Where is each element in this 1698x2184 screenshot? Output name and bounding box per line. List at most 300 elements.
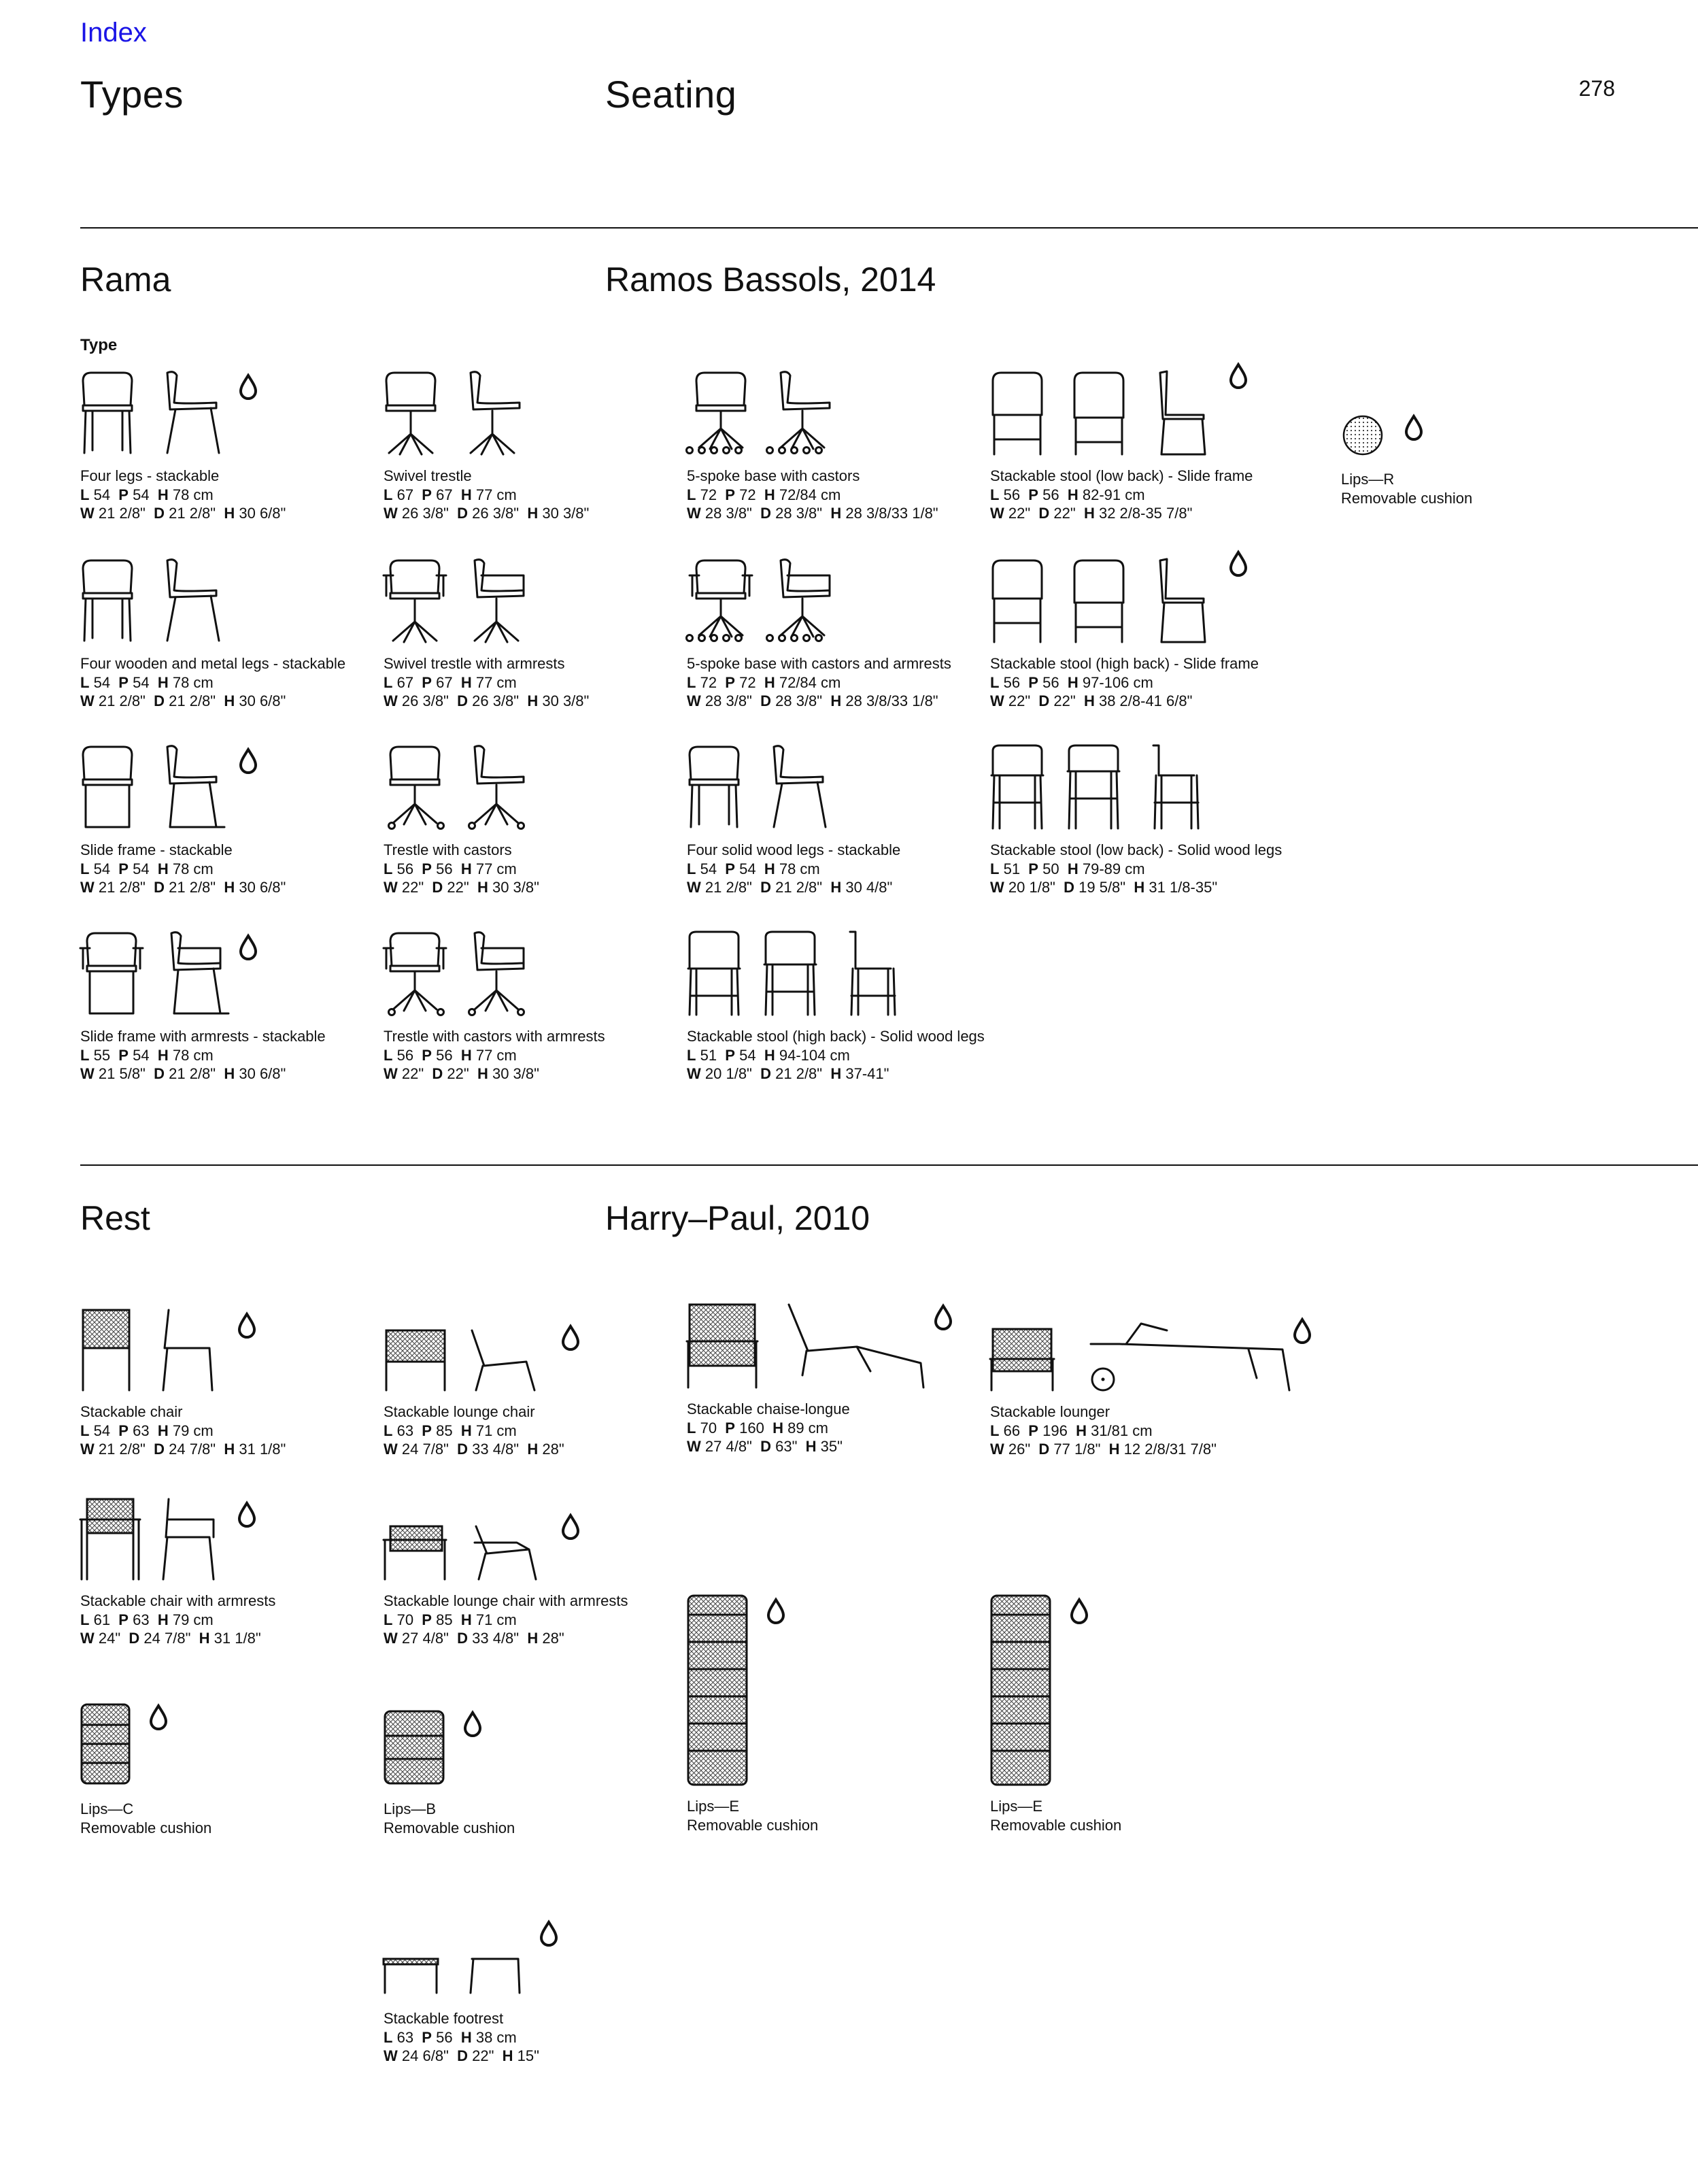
dim-value: 31 1/8" <box>214 1630 261 1647</box>
dim-value: 56 <box>436 2029 453 2046</box>
product-dimensions-imperial <box>384 2047 683 2065</box>
dim-key: W <box>80 1065 95 1082</box>
product-name: 5-spoke base with castors and armrests <box>687 655 951 672</box>
dim-key: W <box>384 2047 398 2064</box>
dim-key: P <box>1028 674 1038 691</box>
dim-key: D <box>154 692 165 709</box>
dim-key: P <box>422 2029 432 2046</box>
dim-value: 72 <box>700 486 717 503</box>
dim-value: 30 3/8" <box>542 505 590 522</box>
dim-value: 26 3/8" <box>472 692 520 709</box>
product-dimensions-imperial <box>687 692 986 710</box>
chair-trestle-castors-icon <box>384 741 669 830</box>
product-item <box>80 1303 379 1458</box>
dim-value: 67 <box>396 674 414 691</box>
water-drop-icon <box>1228 550 1249 577</box>
dim-value: 56 <box>436 860 453 877</box>
dim-key: H <box>764 1047 775 1064</box>
dim-key: L <box>687 1047 696 1064</box>
dim-key: W <box>990 1441 1004 1458</box>
product-dimensions-metric <box>687 673 986 692</box>
dim-value: 19 5/8" <box>1079 879 1126 896</box>
cushion-item <box>80 1700 379 1838</box>
dim-value: 26 3/8" <box>401 692 449 709</box>
dim-key: L <box>990 674 1000 691</box>
dim-key: P <box>725 1419 735 1437</box>
dim-key: P <box>118 1047 129 1064</box>
dim-key: P <box>118 674 129 691</box>
dim-value: 63 <box>396 1422 414 1439</box>
dim-value: 24 7/8" <box>169 1441 216 1458</box>
product-dimensions-metric <box>80 1046 379 1064</box>
dim-value: 26 3/8" <box>472 505 520 522</box>
dim-key: P <box>422 674 432 691</box>
dim-key: H <box>1134 879 1145 896</box>
dim-value: 51 <box>700 1047 717 1064</box>
product-dimensions-metric <box>80 673 379 692</box>
dim-key: L <box>990 486 1000 503</box>
dim-key: D <box>432 879 443 896</box>
dim-value: 24" <box>98 1630 121 1647</box>
cushion-lips-r <box>1341 408 1511 508</box>
product-name: Stackable lounge chair with armrests <box>384 1592 628 1609</box>
dim-value: 21 2/8" <box>775 1065 823 1082</box>
product-drawing <box>384 367 683 456</box>
dim-value: 63" <box>775 1438 798 1455</box>
collection-designer: Harry–Paul, 2010 <box>605 1199 870 1237</box>
dim-value: 24 7/8" <box>143 1630 191 1647</box>
dim-value: 20 1/8" <box>704 1065 752 1082</box>
dim-value: 54 <box>93 1422 111 1439</box>
dim-key: L <box>384 486 393 503</box>
dim-value: 21 2/8" <box>169 505 216 522</box>
dim-key: H <box>764 860 775 877</box>
product-drawing <box>990 555 1289 643</box>
product-name: 5-spoke base with castors <box>687 467 860 484</box>
product-dimensions-metric <box>687 486 986 504</box>
product-name: Trestle with castors with armrests <box>384 1028 605 1045</box>
dim-value: 22" <box>401 879 424 896</box>
dim-value: 77 cm <box>475 486 517 503</box>
product-dimensions-metric <box>384 486 683 504</box>
product-item <box>990 1303 1289 1458</box>
round-cushion-icon <box>1341 408 1450 463</box>
page-section-title: Seating <box>605 73 737 116</box>
water-drop-icon <box>237 1311 257 1339</box>
dim-value: 30 3/8" <box>492 1065 539 1082</box>
product-item <box>80 1492 379 1647</box>
dim-key: W <box>687 692 701 709</box>
dim-key: P <box>118 860 129 877</box>
dim-key: H <box>224 879 235 896</box>
dim-key: H <box>460 860 472 877</box>
dim-value: 63 <box>133 1611 150 1628</box>
product-item <box>80 928 379 1083</box>
product-item <box>80 367 379 522</box>
product-drawing <box>384 555 683 643</box>
product-drawing <box>384 928 683 1016</box>
dim-key: H <box>157 1611 169 1628</box>
dim-key: H <box>830 505 842 522</box>
dim-value: 22" <box>472 2047 494 2064</box>
dim-value: 28 3/8" <box>704 692 752 709</box>
water-drop-icon <box>238 933 258 960</box>
product-dimensions-imperial <box>384 1629 683 1647</box>
product-drawing <box>384 741 683 830</box>
cushion-drawing <box>384 1700 683 1789</box>
dim-value: 71 cm <box>475 1611 517 1628</box>
chair-swivel-trestle-icon <box>384 367 669 456</box>
product-name: Four solid wood legs - stackable <box>687 841 901 858</box>
dim-key: L <box>80 674 90 691</box>
dim-key: H <box>764 674 775 691</box>
dim-key: H <box>224 505 235 522</box>
dim-value: 28 3/8" <box>704 505 752 522</box>
cushion-item <box>990 1594 1289 1835</box>
dim-key: H <box>502 2047 513 2064</box>
armchair-slide-frame-icon <box>80 928 366 1016</box>
dim-value: 160 <box>739 1419 764 1437</box>
water-drop-icon <box>1404 414 1424 441</box>
dim-key: H <box>224 1441 235 1458</box>
dim-key: L <box>384 1611 393 1628</box>
dim-key: H <box>157 1047 169 1064</box>
dim-key: H <box>830 879 842 896</box>
product-drawing <box>687 1300 986 1389</box>
dim-key: H <box>830 692 842 709</box>
chair-5-spoke-castors-icon <box>687 367 972 456</box>
product-dimensions-imperial <box>687 1437 986 1456</box>
dim-key: P <box>1028 1422 1038 1439</box>
dim-value: 21 2/8" <box>775 879 823 896</box>
dim-value: 56 <box>1042 674 1059 691</box>
dim-key: L <box>80 1047 90 1064</box>
dim-value: 79 cm <box>172 1611 214 1628</box>
dim-key: L <box>80 860 90 877</box>
dim-key: L <box>990 860 1000 877</box>
type-label: Type <box>80 336 118 354</box>
dim-value: 28 3/8/33 1/8" <box>845 505 938 522</box>
dim-value: 33 4/8" <box>472 1630 520 1647</box>
dim-value: 22" <box>401 1065 424 1082</box>
dim-key: H <box>772 1419 783 1437</box>
water-drop-icon <box>1228 362 1249 389</box>
product-drawing <box>80 555 379 643</box>
dim-value: 97-106 cm <box>1082 674 1153 691</box>
dim-key: H <box>1067 486 1079 503</box>
product-dimensions-imperial <box>384 692 683 710</box>
dim-key: W <box>990 879 1004 896</box>
dim-key: W <box>687 1065 701 1082</box>
dim-key: W <box>687 1438 701 1455</box>
dim-key: D <box>457 692 468 709</box>
product-name: Slide frame with armrests - stackable <box>80 1028 326 1045</box>
dim-value: 21 2/8" <box>704 879 752 896</box>
water-drop-icon <box>933 1303 953 1330</box>
product-name: Stackable stool (low back) - Slide frame <box>990 467 1253 484</box>
dim-value: 85 <box>436 1611 453 1628</box>
product-drawing <box>990 1303 1289 1392</box>
dim-value: 22" <box>1053 692 1076 709</box>
dim-value: 27 4/8" <box>704 1438 752 1455</box>
section-divider <box>80 1164 1698 1166</box>
dim-key: H <box>460 1611 472 1628</box>
dim-key: H <box>764 486 775 503</box>
product-drawing <box>384 1910 683 1998</box>
dim-key: W <box>80 1630 95 1647</box>
dim-key: L <box>687 860 696 877</box>
dim-value: 85 <box>436 1422 453 1439</box>
product-name: Slide frame - stackable <box>80 841 233 858</box>
product-name: Swivel trestle with armrests <box>384 655 565 672</box>
cushion-name: Lips—B <box>384 1800 437 1817</box>
dim-key: W <box>384 879 398 896</box>
dim-key: P <box>422 1611 432 1628</box>
dim-value: 30 3/8" <box>542 692 590 709</box>
product-drawing <box>687 928 986 1016</box>
dim-value: 70 <box>700 1419 717 1437</box>
dim-key: H <box>1083 505 1095 522</box>
product-dimensions-metric <box>384 1611 683 1629</box>
dim-key: W <box>384 1441 398 1458</box>
dim-key: P <box>422 486 432 503</box>
dim-value: 82-91 cm <box>1082 486 1145 503</box>
product-dimensions-metric <box>990 673 1289 692</box>
dim-value: 38 2/8-41 6/8" <box>1098 692 1193 709</box>
rest-chaise-longue-icon <box>687 1300 945 1389</box>
dim-value: 35" <box>820 1438 843 1455</box>
dim-key: L <box>687 674 696 691</box>
dim-value: 196 <box>1042 1422 1068 1439</box>
dim-key: W <box>80 879 95 896</box>
dim-value: 30 6/8" <box>239 505 286 522</box>
product-dimensions-imperial <box>687 1064 986 1083</box>
dim-value: 27 4/8" <box>401 1630 449 1647</box>
product-name: Trestle with castors <box>384 841 512 858</box>
dim-value: 72 <box>739 674 756 691</box>
product-item <box>384 1303 683 1458</box>
product-name: Stackable stool (high back) - Solid wood legs <box>687 1028 985 1045</box>
product-name: Stackable chair with armrests <box>80 1592 276 1609</box>
rest-lounge-chair-icon <box>384 1303 588 1392</box>
product-dimensions-metric <box>384 2028 683 2047</box>
product-item <box>384 555 683 710</box>
dim-key: H <box>157 1422 169 1439</box>
product-dimensions-metric <box>687 1046 986 1064</box>
dim-value: 22" <box>447 879 469 896</box>
product-dimensions-imperial <box>384 1440 683 1458</box>
dim-value: 31 1/8" <box>239 1441 286 1458</box>
dim-value: 55 <box>93 1047 111 1064</box>
dim-value: 54 <box>133 486 150 503</box>
dim-value: 72/84 cm <box>779 674 841 691</box>
cushion-item <box>384 1700 683 1838</box>
armchair-5-spoke-castors-icon <box>687 555 972 643</box>
dim-key: P <box>422 1422 432 1439</box>
product-dimensions-metric <box>80 1611 379 1629</box>
dim-key: L <box>80 486 90 503</box>
product-drawing <box>80 741 379 830</box>
product-dimensions-metric <box>687 1419 986 1437</box>
water-drop-icon <box>148 1703 169 1730</box>
dim-key: P <box>1028 860 1038 877</box>
dim-value: 78 cm <box>779 860 820 877</box>
dim-value: 28" <box>542 1630 564 1647</box>
chair-wooden-metal-legs-icon <box>80 555 366 643</box>
dim-key: L <box>384 1047 393 1064</box>
dim-value: 77 1/8" <box>1053 1441 1101 1458</box>
product-drawing <box>80 1492 379 1581</box>
dim-key: P <box>118 1611 129 1628</box>
dim-key: D <box>432 1065 443 1082</box>
product-item <box>687 928 986 1083</box>
dim-key: L <box>80 1611 90 1628</box>
dim-key: H <box>460 2029 472 2046</box>
dim-key: P <box>725 486 735 503</box>
dim-value: 54 <box>739 1047 756 1064</box>
dim-value: 38 cm <box>475 2029 517 2046</box>
index-link[interactable]: Index <box>80 18 147 48</box>
dim-value: 56 <box>396 1047 414 1064</box>
product-dimensions-metric <box>384 1046 683 1064</box>
dim-key: L <box>384 2029 393 2046</box>
dim-key: P <box>118 1422 129 1439</box>
product-name: Four legs - stackable <box>80 467 220 484</box>
dim-key: P <box>725 1047 735 1064</box>
product-item <box>384 928 683 1083</box>
dim-value: 54 <box>93 674 111 691</box>
dim-key: P <box>118 486 129 503</box>
dim-key: D <box>154 1065 165 1082</box>
section-divider <box>80 227 1698 229</box>
rest-lounger-icon <box>990 1303 1310 1392</box>
dim-value: 61 <box>93 1611 111 1628</box>
dim-value: 94-104 cm <box>779 1047 850 1064</box>
collection-title: Rest <box>80 1199 150 1237</box>
dim-value: 56 <box>1003 486 1021 503</box>
dim-value: 30 3/8" <box>492 879 539 896</box>
product-dimensions-metric <box>384 673 683 692</box>
product-dimensions-metric <box>384 1422 683 1440</box>
cushion-drawing <box>990 1594 1289 1786</box>
product-name: Stackable lounge chair <box>384 1403 535 1420</box>
dim-key: D <box>760 1438 771 1455</box>
water-drop-icon <box>462 1710 483 1737</box>
dim-key: W <box>80 692 95 709</box>
dim-key: D <box>457 505 468 522</box>
dim-value: 54 <box>133 1047 150 1064</box>
water-drop-icon <box>560 1324 581 1351</box>
dim-key: L <box>384 674 393 691</box>
cushion-note: Removable cushion <box>80 1819 212 1836</box>
product-item <box>687 367 986 522</box>
collection-designer: Ramos Bassols, 2014 <box>605 261 936 299</box>
dim-key: P <box>422 1047 432 1064</box>
cushion-name: Lips—R <box>1341 471 1395 488</box>
product-drawing <box>384 1492 683 1581</box>
cushion-item <box>687 1594 986 1835</box>
dim-value: 21 2/8" <box>169 879 216 896</box>
dim-value: 54 <box>133 674 150 691</box>
product-name: Stackable stool (low back) - Solid wood legs <box>990 841 1283 858</box>
dim-key: L <box>384 1422 393 1439</box>
dim-value: 20 1/8" <box>1008 879 1055 896</box>
water-drop-icon <box>539 1919 559 1947</box>
dim-key: D <box>760 692 771 709</box>
cushion-note: Removable cushion <box>990 1817 1122 1834</box>
dim-key: D <box>1064 879 1074 896</box>
water-drop-icon <box>238 373 258 400</box>
dim-value: 72/84 cm <box>779 486 841 503</box>
dim-value: 26 3/8" <box>401 505 449 522</box>
product-drawing <box>80 367 379 456</box>
product-name: Stackable chaise-longue <box>687 1400 850 1417</box>
rest-lounge-armchair-icon <box>384 1492 588 1581</box>
product-dimensions-imperial <box>990 1440 1289 1458</box>
dim-key: W <box>80 505 95 522</box>
dim-value: 30 4/8" <box>845 879 893 896</box>
product-dimensions-metric <box>990 486 1289 504</box>
dim-value: 54 <box>739 860 756 877</box>
dim-value: 56 <box>396 860 414 877</box>
dim-key: H <box>460 1422 472 1439</box>
cushion-long-icon <box>687 1594 768 1786</box>
product-drawing <box>687 555 986 643</box>
product-dimensions-imperial <box>990 878 1289 896</box>
dim-key: H <box>527 1441 539 1458</box>
dim-value: 28" <box>542 1441 564 1458</box>
dim-value: 26" <box>1008 1441 1031 1458</box>
chair-solid-wood-legs-icon <box>687 741 972 830</box>
dim-key: D <box>760 1065 771 1082</box>
dim-key: L <box>80 1422 90 1439</box>
dim-value: 70 <box>396 1611 414 1628</box>
product-item <box>384 367 683 522</box>
dim-value: 21 2/8" <box>98 692 146 709</box>
dim-key: H <box>157 674 169 691</box>
dim-value: 30 6/8" <box>239 1065 286 1082</box>
dim-key: L <box>687 1419 696 1437</box>
dim-key: D <box>154 505 165 522</box>
dim-key: H <box>460 486 472 503</box>
dim-value: 71 cm <box>475 1422 517 1439</box>
dim-value: 78 cm <box>172 674 214 691</box>
product-drawing <box>80 928 379 1016</box>
armchair-trestle-castors-icon <box>384 928 669 1016</box>
dim-value: 30 6/8" <box>239 692 286 709</box>
product-dimensions-metric <box>990 1422 1289 1440</box>
dim-key: P <box>725 674 735 691</box>
product-item <box>990 367 1289 522</box>
dim-key: H <box>224 692 235 709</box>
product-dimensions-imperial <box>80 692 379 710</box>
dim-key: H <box>1067 860 1079 877</box>
product-drawing <box>80 1303 379 1392</box>
dim-value: 72 <box>700 674 717 691</box>
product-dimensions-metric <box>687 860 986 878</box>
dim-value: 67 <box>436 486 453 503</box>
water-drop-icon <box>560 1513 581 1540</box>
dim-value: 32 2/8-35 7/8" <box>1098 505 1193 522</box>
product-dimensions-metric <box>384 860 683 878</box>
dim-value: 33 4/8" <box>472 1441 520 1458</box>
product-drawing <box>687 741 986 830</box>
dim-value: 28 3/8" <box>775 692 823 709</box>
product-item <box>384 1910 683 2065</box>
dim-key: W <box>687 505 701 522</box>
product-dimensions-imperial <box>384 1064 683 1083</box>
dim-value: 79 cm <box>172 1422 214 1439</box>
